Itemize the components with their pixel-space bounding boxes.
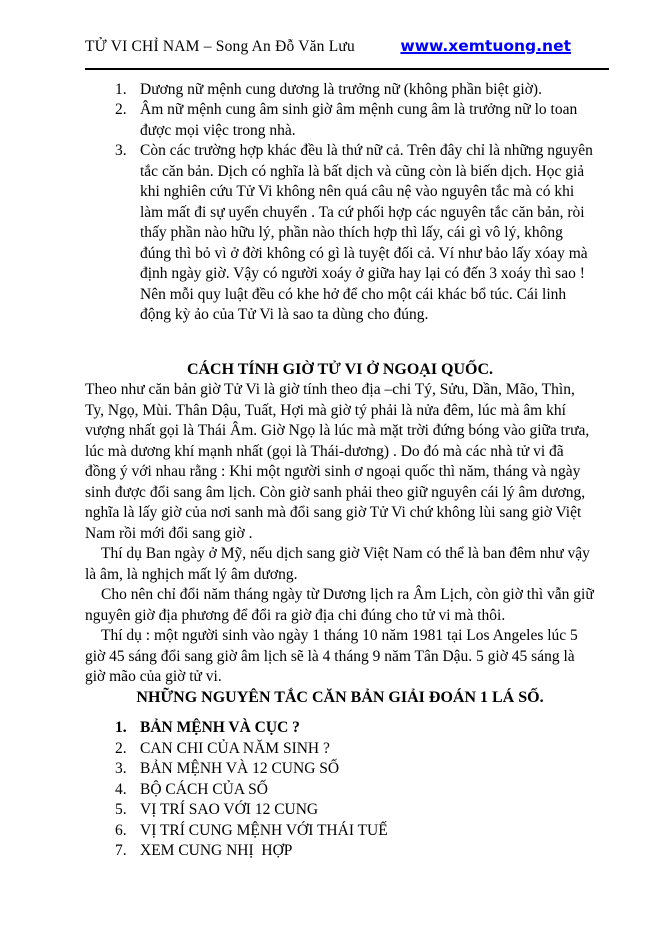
page-header (85, 36, 595, 58)
principles-list-item-5 (115, 800, 595, 821)
header-divider (85, 68, 609, 70)
list-item-text: BỘ CÁCH CỦA SỐ (140, 780, 268, 798)
list-item-number: 2. (115, 739, 127, 757)
list-item-number: 6. (115, 821, 127, 839)
list-item-number: 7. (115, 842, 127, 859)
book-title: TỬ VI CHỈ NAM – Song An Đỗ Văn Lưu (85, 38, 355, 55)
list-item-text: XEM CUNG NHỊ HỢP (140, 842, 293, 859)
list-item-number: 5. (115, 801, 127, 818)
list-item-text: Dương nữ mệnh cung dương là trưởng nữ (không phần biệt giờ). (140, 80, 542, 98)
intro-list (85, 80, 595, 326)
list-item-text: Âm nữ mệnh cung âm sinh giờ âm mệnh cung âm là trưởng nữ lo toan được mọi việc trong nhà. (140, 101, 578, 139)
website-link[interactable]: www.xemtuong.net (400, 37, 571, 55)
paragraph-foreign-hours-4: Thí dụ : một người sinh vào ngày 1 tháng 10 năm 1981 tại Los Angeles lúc 5 giờ 45 sáng đổi sang giờ âm lịch sẽ là 4 tháng 9 năm Tân Dậu. 5 giờ 45 sáng là giờ mão của giờ tử vi. (85, 627, 578, 685)
principles-list-item-7 (115, 841, 595, 862)
principles-list-item-2 (115, 739, 595, 760)
section-heading-foreign-hours: CÁCH TÍNH GIỜ TỬ VI Ở NGOẠI QUỐC. (186, 360, 494, 378)
paragraph-foreign-hours-2: Thí dụ Ban ngày ở Mỹ, nếu dịch sang giờ Việt Nam có thể là ban đêm như vậy là âm, là nghịch mất lý âm dương. (85, 545, 590, 583)
principles-list-item-4 (115, 780, 595, 801)
list-item-number: 3. (115, 142, 127, 159)
principles-list-item-3 (115, 759, 595, 780)
intro-list-item-2 (115, 100, 595, 141)
intro-list-item-3 (115, 141, 595, 326)
list-item-number: 4. (115, 780, 127, 798)
list-item-text: VỊ TRÍ CUNG MỆNH VỚI THÁI TUẾ (140, 821, 388, 839)
list-item-text: BẢN MỆNH VÀ CỤC ? (140, 719, 300, 736)
list-item-number: 1. (115, 719, 127, 736)
list-item-text: BẢN MỆNH VÀ 12 CUNG SỐ (140, 760, 340, 777)
list-item-number: 3. (115, 760, 127, 777)
principles-list (85, 718, 595, 862)
principles-list-item-6 (115, 821, 595, 842)
intro-list-item-1 (115, 80, 595, 101)
section-heading-principles: NHỮNG NGUYÊN TẮC CĂN BẢN GIẢI ĐOÁN 1 LÁ SỐ. (136, 688, 544, 706)
paragraph-foreign-hours-1: Theo như căn bản giờ Tử Vi là giờ tính theo địa –chi Tý, Sửu, Dần, Mão, Thìn, Ty, Ngọ, Mùi. Thân Dậu, Tuất, Hợi mà giờ tý phải là nửa đêm, lúc mà âm khí vượng nhất gọi là Thái Âm. Giờ Ngọ là lúc mà mặt trời đứng bóng vào giữa trưa, lúc mà dương khí mạnh nhất (gọi là Thái-dương) . Do đó mà các nhà tử vi đã đồng ý với nhau rằng : Khi một người sinh ơ ngoại quốc thì năm, tháng và ngày sinh được đổi sang âm lịch. Còn giờ sanh phải theo giữ nguyên cái lý âm dương, nghĩa là lấy giờ của nơi sanh mà đổi sang giờ Tử Vi chứ không lùi sang giờ Việt Nam rồi mới đổi sang giờ . (85, 381, 590, 542)
principles-list-item-1 (115, 718, 595, 739)
list-item-text: CAN CHI CỦA NĂM SINH ? (140, 739, 330, 757)
paragraph-foreign-hours-3: Cho nên chỉ đổi năm tháng ngày từ Dương lịch ra Âm Lịch, còn giờ thì vẫn giữ nguyên giờ địa phương để đổi ra giờ địa chi đúng cho tử vi mà thôi. (85, 586, 594, 624)
list-item-number: 1. (115, 80, 127, 98)
list-item-text: Còn các trường hợp khác đều là thứ nữ cả. Trên đây chỉ là những nguyên tắc căn bản. Dịch có nghĩa là bất dịch và cũng còn là biến dịch. Học giả khi nghiên cứu Tử Vi không nên quá câu nệ vào nguyên tắc mà có khi làm mất đi sự uyển chuyển . Ta cứ phối hợp các nguyên tắc căn bản, ròi thấy phần nào hữu lý, phần nào thích hợp thì lấy, cái gì vô lý, không đúng thì bỏ vì ở đời không có gì là tuyệt đối cả. Ví như bảo lấy xóay mà định ngày giờ. Vậy có người xoáy ở giữa hay lại có đến 3 xoáy thì sao ! Nên mỗi quy luật đều có khe hở để cho một cái khác bổ túc. Cái linh động kỳ ảo của Tử Vi là sao ta dùng cho đúng. (140, 142, 593, 323)
list-item-number: 2. (115, 101, 127, 118)
list-item-text: VỊ TRÍ SAO VỚI 12 CUNG (140, 801, 319, 818)
